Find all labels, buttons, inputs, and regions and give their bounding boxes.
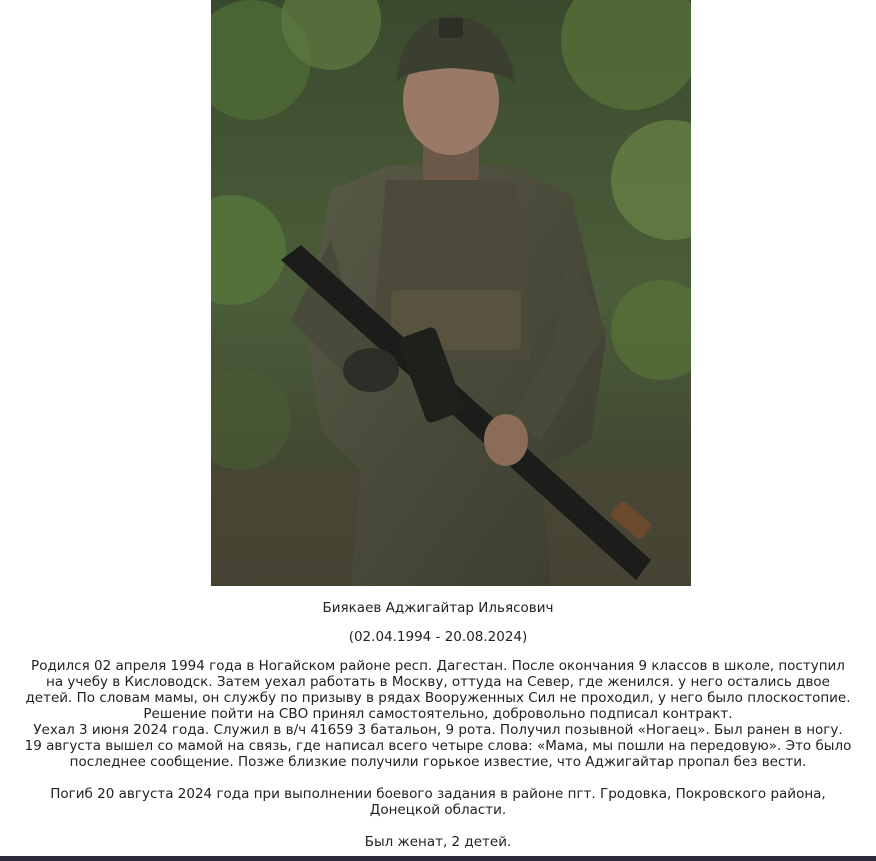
bio-paragraph-birth: Родился 02 апреля 1994 года в Ногайском районе респ. Дагестан. После окончания 9 классов в школе, поступил на учебу в Кисловодск. Затем уехал работать в Москву, оттуда на Север, где женился. у него остались двое детей. По словам мамы, он службу по призыву в рядах Вооруженных Сил не проходил, у него было плоскостопие. Решение пойти на СВО принял самостоятельно, добровольно подписал контракт. [25,658,851,722]
soldier-photo [211,0,691,586]
biography [24,658,852,850]
bottom-divider [0,856,876,861]
life-dates: (02.04.1994 - 20.08.2024) [348,629,528,645]
bio-paragraph-death: Погиб 20 августа 2024 года при выполнении боевого задания в районе пгт. Гродовка, Покровского района, Донецкой области. [50,786,826,818]
bio-paragraph-service: Уехал 3 июня 2024 года. Служил в в/ч 41659 3 батальон, 9 рота. Получил позывной «Ногаец». Был ранен в ногу. 19 августа вышел со мамой на связь, где написал всего четыре слова: «Мама, мы пошли на передовую». Это было последнее сообщение. Позже близкие получили горькое известие, что Аджигайтар пропал без вести. [24,722,852,770]
soldier-portrait-icon [211,0,691,586]
person-name: Биякаев Аджигайтар Ильясович [322,600,554,616]
bio-paragraph-family: Был женат, 2 детей. [364,834,512,850]
